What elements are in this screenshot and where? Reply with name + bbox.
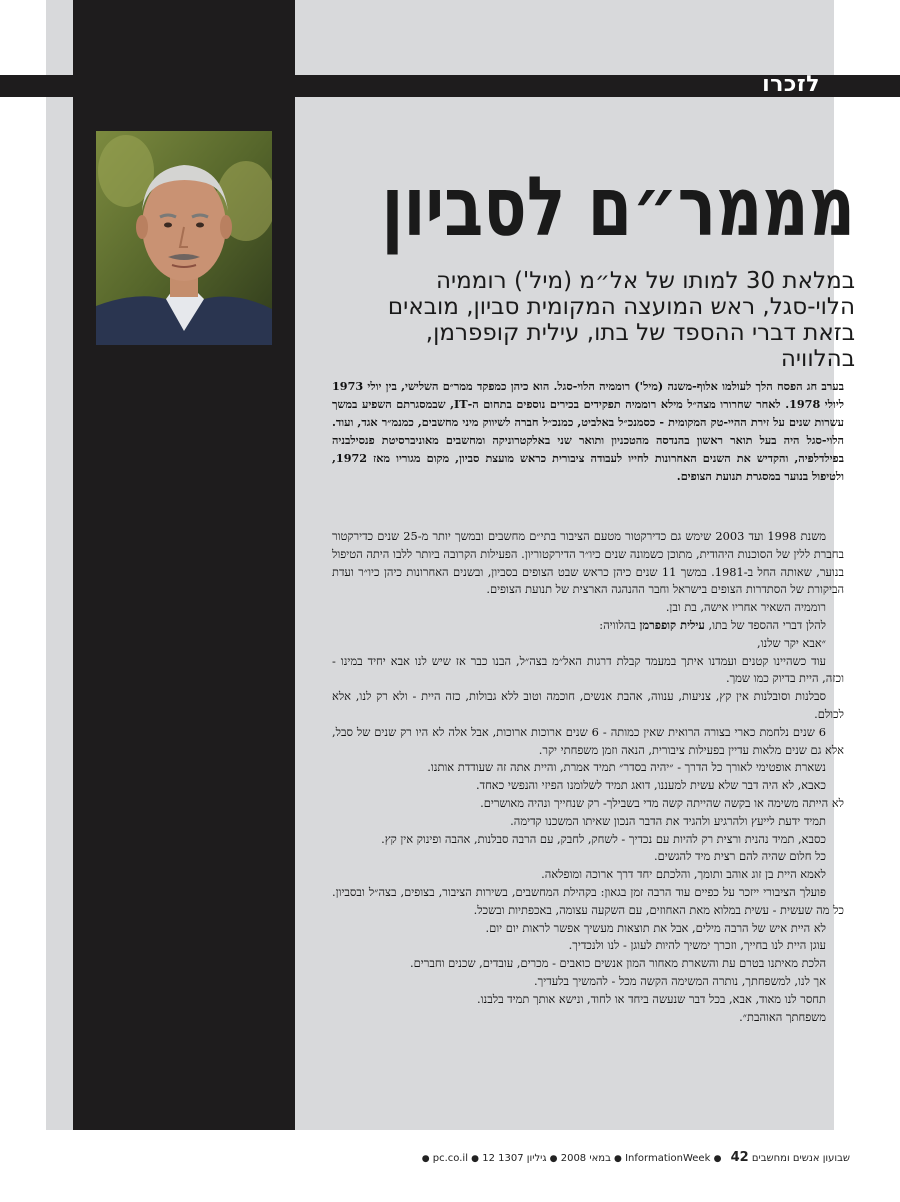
footer-brand: InformationWeek: [625, 1153, 711, 1164]
body-text: להלן דברי ההספד של בתו,: [704, 617, 826, 632]
page-number: 42: [730, 1150, 749, 1165]
body-paragraph: [332, 617, 844, 635]
article-body: [332, 528, 844, 1026]
body-paragraph: ״אבא יקר שלנו,: [756, 635, 826, 650]
body-paragraph: סבלנות וסובלנות אין קץ, צניעות, ענווה, אהבת אנשים, חוכמה וטוב ללא גבולות, כזה היית - ולא רק לנו, אלא לכולם.: [332, 689, 844, 721]
body-paragraph: לא היית איש של הרבה מילים, אבל את תוצאות מעשיך אפשר לראות יום יום.: [485, 920, 826, 935]
body-paragraph: עוד כשהיינו קטנים ועמדנו איתך במעמד קבלת דרגות האל״מ בצה״ל, הבנו כבר אז שיש לנו אבא יחיד במינו - וכזה, היית בדיוק כמו שמך.: [332, 653, 844, 686]
headline: מממר״ם לסביון: [381, 160, 855, 255]
footer-site: pc.co.il: [432, 1153, 468, 1164]
body-paragraph: הלכת מאיתנו בטרם עת והשארת מאחור המון אנשים כואבים - מכרים, עובדים, שכנים וחברים.: [410, 956, 826, 971]
body-paragraph: עוגן היית לנו בחייך, וזכרך ימשיך להיות לעוגן - לנו ולנכדיך.: [568, 938, 826, 953]
body-paragraph: נשארת אופטימי לאורך כל הדרך - ״יהיה בסדר״ תמיד אמרת, והיית אתה זה שעודדת אותנו.: [427, 760, 826, 775]
body-paragraph: אך לנו, למשפחתך, נותרה המשימה הקשה מכל - להמשיך בלעדיך.: [534, 973, 826, 988]
page-footer: ● pc.co.il ● 12 במאי 2008 ● גיליון 1307 ● InformationWeek ● שבועון אנשים ומחשבים 42: [421, 1150, 850, 1165]
body-paragraph: כאבא, לא היה דבר שלא עשית למעננו, דואג תמיד לשלומנו הפיזי והנפשי כאחד.: [475, 778, 826, 793]
body-text: בהלוויה:: [599, 617, 640, 632]
body-paragraph: 6 שנים נלחמת כארי בצורה הרואית שאין כמותה - 6 שנים ארוכות ארוכות, אבל אלה לא היו רק שנים של סבל, אלא גם שנים מלאות עדיין בפעילות ציבורית, הנאה וזמן משפחתי יקר.: [332, 724, 844, 757]
section-label: לזכרו: [762, 72, 820, 97]
portrait-illustration: [96, 131, 272, 345]
body-paragraph: פועלך הציבורי ייזכר על כפיים עוד הרבה זמן בגאון: בקהילת המחשבים, בשירות הציבור, בצופים, בצה״ל ובסביון. כל מה שעשית - עשית במלוא מאת האחוזים, עם השקעה עצומה, באכפתיות ובשכל.: [332, 884, 844, 917]
body-paragraph: משנת 1998 ועד 2003 שימש גם כדירקטור מטעם הציבור בתי״ם מחשבים ובמשך יותר מ-25 שנים כדירקטור בחברת ללין של הסוכנות היהודית, מתוכן כשמונה שנים כיו״ר הדירקטוריון. הפעילות הקרובה ביותר ללבו היתה הטיפול בנוער, שאותה החל ב-1981. במשך 11 שנים כיהן כראש שבט הצופים בסביון, ובשנים האחרונות כיהן כיו״ר ועדת הביקורת של הסתדרות הצופים בישראל וחבר ההנהגה הארצית של תנועת הצופים.: [332, 529, 844, 597]
footer-issue: גיליון 1307: [498, 1153, 547, 1164]
body-paragraph: תמיד ידעת לייעץ ולהרגיע ולהגיד את הדבר הנכון שאיתו המשכנו קדימה.: [510, 813, 826, 828]
lead-paragraph: בערב חג הפסח הלך לעולמו אלוף-משנה (מיל') רוממיה הלוי-סגל. הוא כיהן כמפקד ממר״ם השלישי, בין יולי 1973 ליולי 1978. לאחר שחרורו מצה״ל מילא רוממיה תפקידים בכירים נוספים בתחום ה-IT, שבמסגרתם השפיע במשך עשרות שנים על זירת ההיי-טק המקומית - כסמנכ״ל באלביט, כמנכ״ל חברה לשיווק מיני מחשבים, כמנמ״ר אגד, ועוד. הלוי-סגל היה בעל תואר ראשון בהנדסה מהטכניון ותואר שני באלקטרוניקה ומחשבים מאוניברסיטת פנסילבניה בפילדלפיה, והקדיש את השנים האחרונות לחייו לעבודה ציבורית כראש מועצת סביון, מקום מגוריו מאז 1972, ולטיפול בנוער במסגרת תנועת הצופים.: [332, 379, 844, 483]
author-name: עילית קופפרמן: [639, 617, 705, 632]
footer-publication: שבועון אנשים ומחשבים: [751, 1153, 850, 1164]
body-paragraph: לא הייתה משימה או בקשה שהייתה קשה מדי בשבילך- רק שנחייך ונהיה מאושרים.: [480, 795, 844, 810]
body-paragraph: רוממיה השאיר אחריו אישה, בת ובן.: [665, 600, 826, 615]
subheadline: במלאת 30 למותו של אל״מ (מיל') רוממיה הלוי-סגל, ראש המועצה המקומית סביון, מובאים בזאת דברי ההספד של בתו, עילית קופפרמן, בהלוויה: [387, 268, 855, 372]
portrait-photo: [96, 131, 272, 345]
body-paragraph: כסבא, תמיד נהנית ורצית רק להיות עם נכדיך - לשחק, לחבק, עם הרבה סבלנות, אהבה ופינוק אין קץ.: [381, 831, 826, 846]
body-paragraph: תחסר לנו מאוד, אבא, בכל דבר שנעשה ביחד או לחוד, ונישא אותך תמיד בלבנו.: [477, 991, 826, 1006]
body-paragraph: כל חלום שהיה להם רצית מיד להגשים.: [654, 849, 826, 864]
footer-date: 12 במאי 2008: [482, 1153, 611, 1164]
body-paragraph: משפחתך האוהבת״.: [739, 1009, 826, 1024]
body-paragraph: לאמא היית בן זוג אוהב ותומך, והלכתם יחד דרך ארוכה ומופלאה.: [541, 867, 826, 882]
